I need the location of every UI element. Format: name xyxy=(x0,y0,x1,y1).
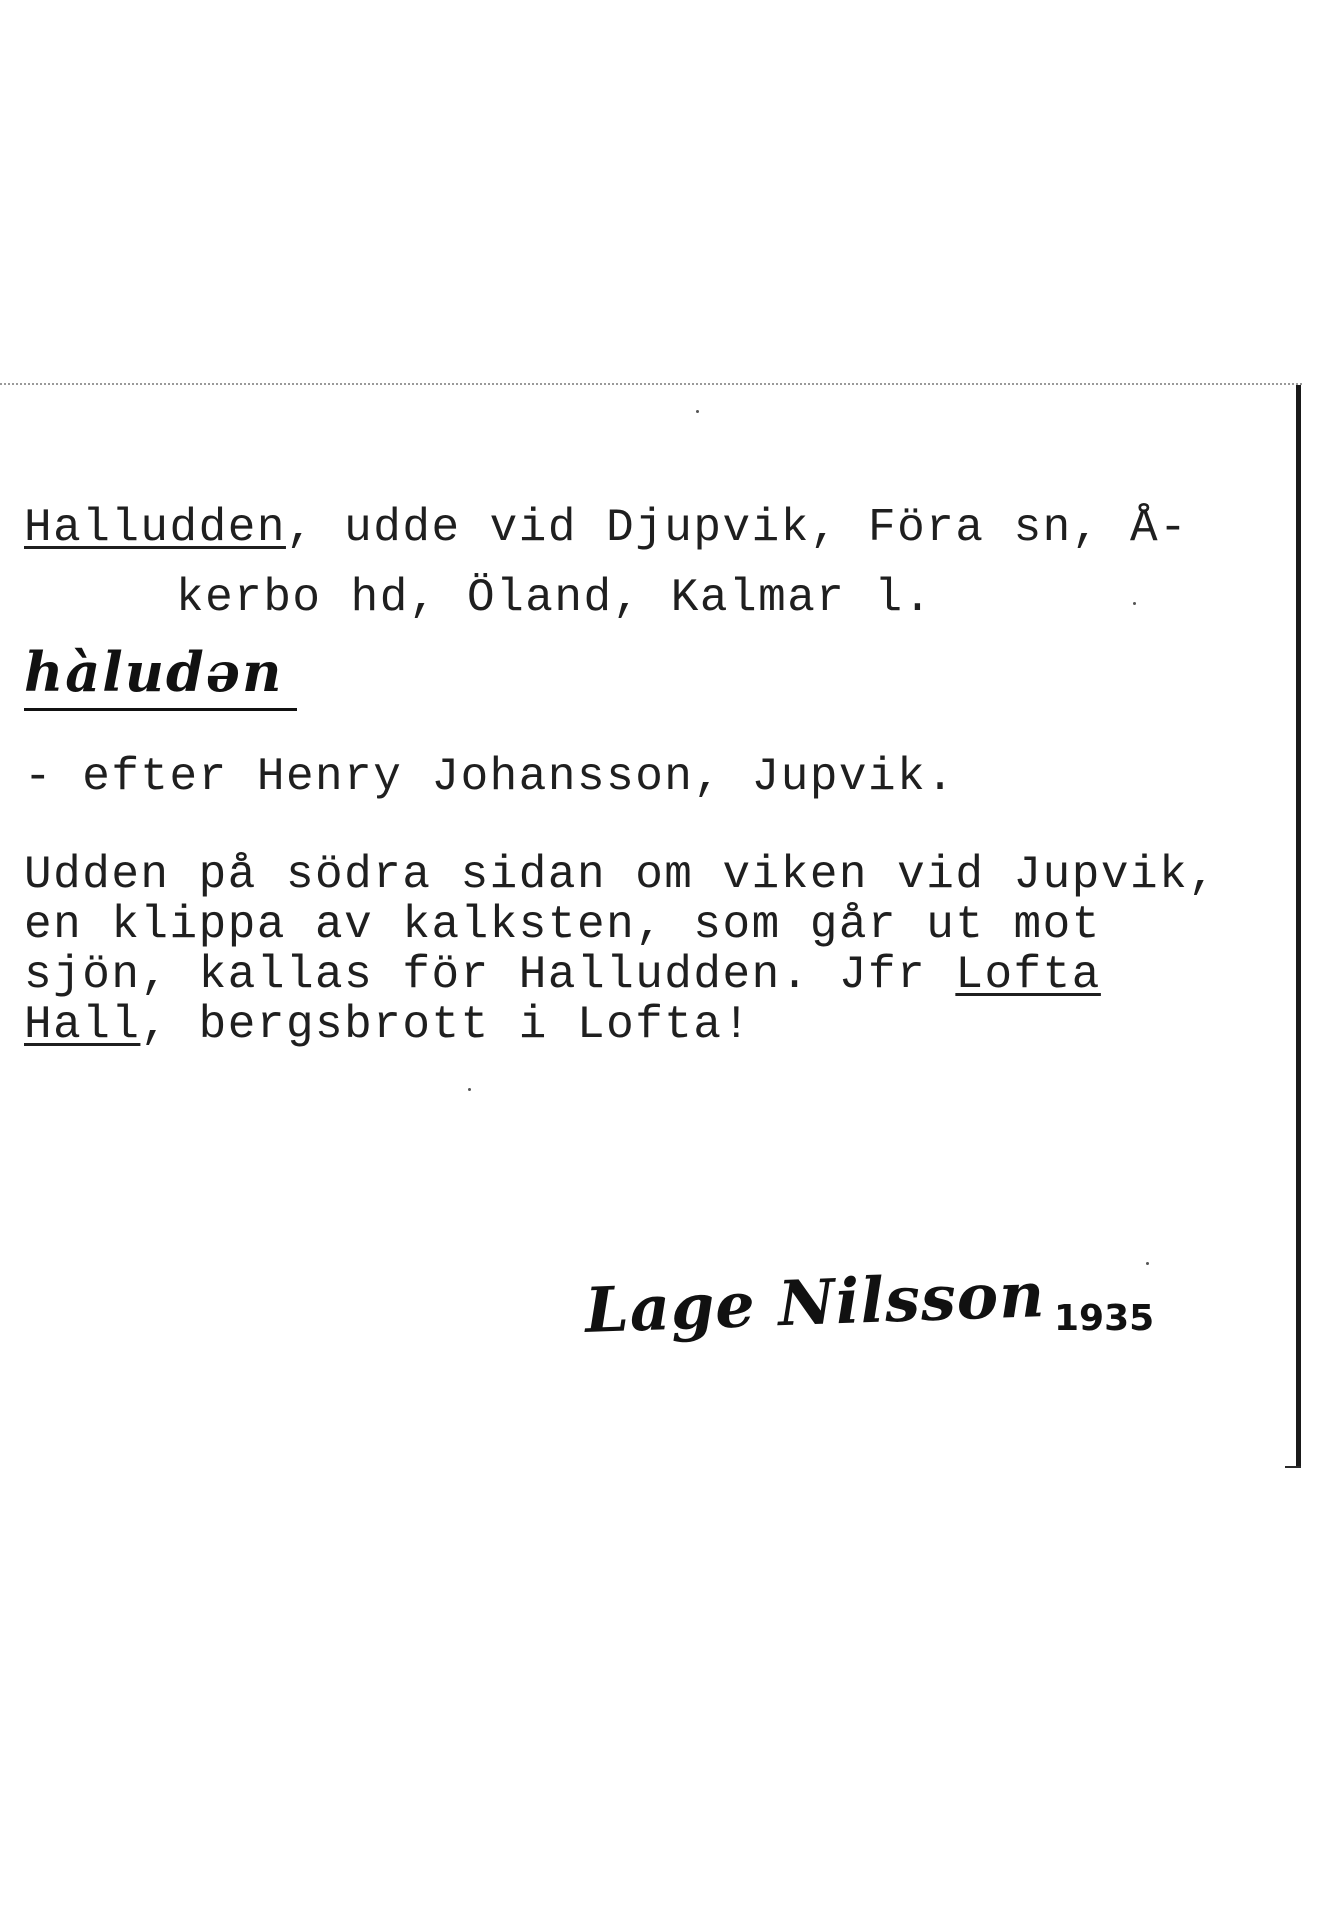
entry-line-1 xyxy=(24,503,1188,553)
description-line-2: en klippa av kalksten, som går ut mot xyxy=(24,899,1101,951)
card-corner-mark xyxy=(1285,1466,1301,1468)
description-text: sjön, kallas för Halludden. Jfr xyxy=(24,949,956,1001)
entry-line-2: kerbo hd, Öland, Kalmar l. xyxy=(176,572,933,624)
cross-reference-hall: Hall xyxy=(24,999,141,1051)
entry-headword: Halludden xyxy=(24,502,286,554)
description-line-4 xyxy=(24,1000,752,1050)
card-right-edge xyxy=(1296,385,1301,1468)
description-line-1: Udden på södra sidan om viken vid Jupvik, xyxy=(24,849,1218,901)
pronunciation-handwritten: hàludən xyxy=(24,640,297,711)
paper-speck xyxy=(696,410,699,413)
signature-handwritten: Lage Nilsson xyxy=(583,1257,1047,1348)
entry-location: , udde vid Djupvik, Föra sn, Å- xyxy=(285,502,1189,554)
source-informant: - efter Henry Johansson, Jupvik. xyxy=(24,751,956,803)
cross-reference-lofta: Lofta xyxy=(955,949,1101,1001)
description-line-3 xyxy=(24,950,1101,1000)
signature-year: 1935 xyxy=(1054,1298,1155,1339)
paper-speck xyxy=(1133,602,1136,605)
description-text-end: , bergsbrott i Lofta! xyxy=(140,999,752,1051)
paper-speck xyxy=(468,1088,471,1091)
card-top-edge xyxy=(0,383,1302,385)
paper-speck xyxy=(1146,1262,1149,1265)
